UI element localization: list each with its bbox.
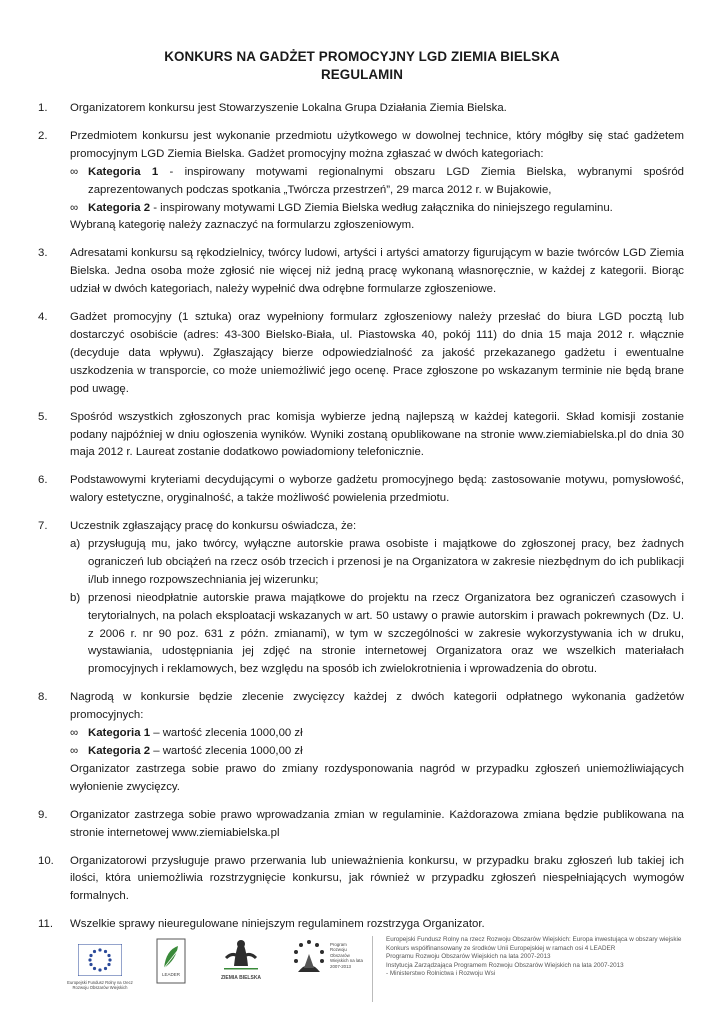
prow-logo-icon [284, 936, 334, 982]
prow-caption: Program Rozwoju Obszarów Wiejskich na lata 2007-2013 [330, 942, 363, 969]
rule-5: 5. Spośród wszystkich zgłoszonych prac komisja wybierze jedną najlepszą w każdej kategorii. Skład komisji zostanie podany najpóźniej w dniu ogłoszenia wyników. Wyniki zostaną opublikowane na stronie www.ziemiabielska.pl do dnia 30 maja 2012 r. Laureat zostanie dodatkowo powiadomiony telefonicznie. [38, 410, 684, 459]
infinity-bullet-icon: ∞ [70, 745, 79, 757]
eu-caption: Europejski Fundusz Rolny na rzecz Rozwoju Obszarów Wiejskich [67, 980, 133, 990]
lgd-caption: ZIEMIA BIELSKA [220, 975, 262, 981]
infinity-bullet-icon: ∞ [70, 201, 79, 214]
rules-list [38, 100, 684, 944]
leader-logo-icon [156, 938, 186, 984]
rule-9: 9. Organizator zastrzega sobie prawo wprowadzania zmian w regulaminie. Każdorazowa zmiana będzie publikowana na stronie internetowej www.ziemiabielska.pl [38, 808, 684, 839]
rule-10: 10. Organizatorowi przysługuje prawo przerwania lub unieważnienia konkursu, w przypadku braku zgłoszeń lub takiej ich ilości, która uniemożliwia rozstrzygnięcie konkursu, jak również w przypadku zgłoszeń niespełniających wymogów formalnych. [38, 854, 684, 903]
infinity-bullet-icon: ∞ [70, 727, 79, 740]
lgd-logo-icon [216, 936, 266, 974]
rule-6: 6. Podstawowymi kryteriami decydującymi o wyborze gadżetu promocyjnego będą: zastosowanie motywu, pomysłowość, walory estetyczne, oryginalność, a także możliwość powielenia przedmiotu. [38, 474, 684, 505]
leader-caption: LEADER [161, 972, 180, 977]
footer-divider [372, 936, 373, 1002]
sub-point: b) przenosi nieodpłatnie autorskie prawa majątkowe do projektu na rzecz Organizatora bez ograniczeń czasowych i terytorialnych, na polach eksploatacji wskazanych w art. 50 ustawy o prawie autorskim i prawach pokrewnych (Dz. U. z 2006 r. nr 90 poz. 631 z późn. zmianami), w tym w szczególności w zakresie wykorzystywania ich w druku, wystawiania, udostępniania jej zdjęć na stronie internetowej Organizatora oraz we wszelkich materiałach promocyjnych i reklamowych, bez względu na sposób ich zwielokrotnienia i wprowadzenia do obrotu. [70, 591, 684, 676]
footer-text: Europejski Fundusz Rolny na rzecz Rozwoju Obszarów Wiejskich: Europa inwestująca w obszary wiejskie Konkurs współfinansowany ze środków Unii Europejskiej w ramach osi 4 LEADER Programu Rozwoju Obszarów Wiejskich na lata 2007-2013 Instytucja Zarządzająca Programem Rozwoju Obszarów Wiejskich na lata 2007-2013 - Ministerstwo Rolnictwa i Rozwoju Wsi [386, 936, 682, 978]
rule-1: 1. Organizatorem konkursu jest Stowarzyszenie Lokalna Grupa Działania Ziemia Bielska. [38, 102, 507, 114]
document-title: KONKURS NA GADŻET PROMOCYJNY LGD ZIEMIA BIELSKA [164, 49, 560, 64]
rule-3: 3. Adresatami konkursu są rękodzielnicy, twórcy ludowi, artyści i artyści amatorzy figurującym w bazie twórców LGD Ziemia Bielska. Jedna osoba może zgłosić nie więcej niż jedną pracę wykonaną własnoręcznie, w każdej z kategorii. Biorąc udział w dwóch kategoriach, należy wypełnić dwa odrębne formularze zgłoszeniowe. [38, 247, 684, 296]
prize-bullet: ∞ Kategoria 1 – wartość zlecenia 1000,00 zł [70, 725, 684, 743]
footer-logos [60, 930, 690, 1010]
rule-7: 7. Uczestnik zgłaszający pracę do konkursu oświadcza, że: a) przysługują mu, jako twórcy, wyłączne autorskie prawa osobiste i majątkowe do zgłoszonej pracy, bez żadnych ograniczeń lub obciążeń na rzecz osób trzecich i przenosi je na Organizatora w zakresie niezbędnym do ich publikacji i/lub innego rozpowszechniania jej wizerunku; b) przenosi nieodpłatnie autorskie prawa majątkowe do projektu na rzecz Organizatora bez ograniczeń czasowych i terytorialnych, na polach eksploatacji wskazanych w art. 50 ustawy o prawie autorskim i prawach pokrewnych (Dz. U. z 2006 r. nr 90 poz. 631 z późn. zmianami), w tym w szczególności w zakresie wykorzystywania ich w druku, wystawiania, udostępniania jej zdjęć na stronie internetowej Organizatora oraz we wszelkich materiałach promocyjnych i reklamowych, bez względu na sposób ich zwielokrotnienia i wprowadzenia do obrotu. [38, 518, 684, 679]
document-subtitle: REGULAMIN [321, 67, 403, 82]
rule-11: 11. Wszelkie sprawy nieuregulowane niniejszym regulaminem rozstrzyga Organizator. [38, 918, 485, 931]
category-bullet: ∞ Kategoria 2 - inspirowany motywami LGD Ziemia Bielska według załącznika do niniejszego regulaminu. [70, 200, 684, 218]
category-bullet: ∞ Kategoria 1 - inspirowany motywami regionalnymi obszaru LGD Ziemia Bielska, wybranymi spośród zaprezentowanych podczas spotkania „Twórcza przestrzeń”, 29 marca 2012 r. w Bujakowie, [70, 164, 684, 200]
eu-flag-icon [78, 944, 122, 976]
sub-point: a) przysługują mu, jako twórcy, wyłączne autorskie prawa osobiste i majątkowe do zgłoszonej pracy, bez żadnych ograniczeń lub obciążeń na rzecz osób trzecich i przenosi je na Organizatora w zakresie niezbędnym do ich publikacji i/lub innego rozpowszechniania jej wizerunku; [70, 538, 684, 586]
rule-8: 8. Nagrodą w konkursie będzie zlecenie zwycięzcy każdej z dwóch kategorii odpłatnego wykonania gadżetów promocyjnych: ∞ Kategoria 1 – wartość zlecenia 1000,00 zł ∞ Kategoria 2 – wartość zlecenia 1000,00 zł Organizator zastrzega sobie prawo do zmiany rozdysponowania nagród w przypadku zgłoszeń uniemożliwiających wyłonienie zwycięzcy. [38, 691, 684, 793]
infinity-bullet-icon: ∞ [70, 165, 79, 178]
rule-2: 2. Przedmiotem konkursu jest wykonanie przedmiotu użytkowego w dowolnej technice, który mógłby się stać gadżetem promocyjnym LGD Ziemia Bielska. Gadżet promocyjny można zgłaszać w dwóch kategoriach: ∞ Kategoria 1 - inspirowany motywami regionalnymi obszaru LGD Ziemia Bielska, wybranymi spośród zaprezentowanych podczas spotkania „Twórcza przestrzeń”, 29 marca 2012 r. w Bujakowie, ∞ Kategoria 2 - inspirowany motywami LGD Ziemia Bielska według załącznika do niniejszego regulaminu. Wybraną kategorię należy zaznaczyć na formularzu zgłoszeniowym. [38, 129, 684, 232]
prize-bullet: ∞ Kategoria 2 – wartość zlecenia 1000,00 zł [70, 743, 684, 761]
rule-4: 4. Gadżet promocyjny (1 sztuka) oraz wypełniony formularz zgłoszeniowy należy przesłać do biura LGD pocztą lub dostarczyć osobiście (adres: 43-300 Bielsko-Biała, ul. Piastowska 40, pokój 111) do dnia 15 maja 2012 r. włącznie (decyduje data wpływu). Zgłaszający bierze odpowiedzialność za jakość przekazanego gadżetu i ewentualne uszkodzenia w transporcie, co może uniemożliwić jego ocenę. Prace zgłoszone po wskazanym terminie nie będą brane pod uwagę. [38, 311, 684, 395]
